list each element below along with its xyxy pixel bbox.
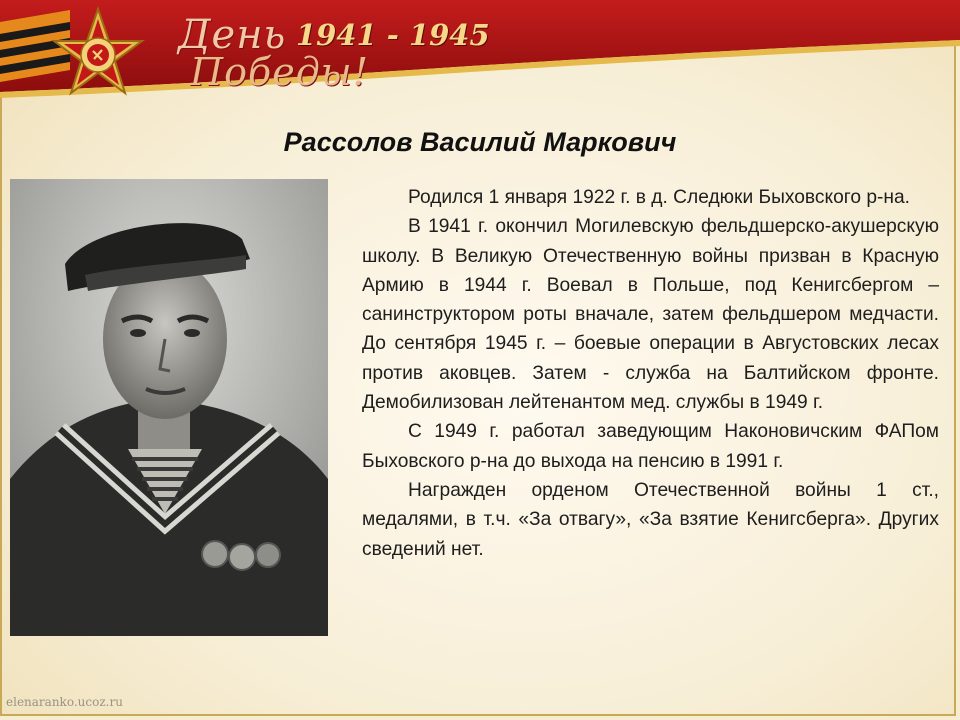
bio-paragraph-career: С 1949 г. работал заведующим Наконовичским ФАПом Быховского р-на до выхода на пенсию в 1991 г. <box>362 421 939 472</box>
victory-day-banner <box>0 0 960 100</box>
biography-text <box>362 183 939 564</box>
person-name: Рассолов Василий Маркович <box>283 127 677 157</box>
bio-paragraph-service: В 1941 г. окончил Могилевскую фельдшерско-акушерскую школу. В Великую Отечественную войны призван в Красную Армию в 1944 г. Воевал в Польше, под Кенигсбергом – санинструктором роты вначале, затем фельдшером медчасти. До сентября 1945 г. – боевые операции в Августовских лесах против аковцев. Затем - служба на Балтийском фронте. Демобилизован лейтенантом мед. службы в 1949 г. <box>362 216 939 414</box>
source-watermark: elenaranko.ucoz.ru <box>6 695 123 709</box>
banner-title-den: День <box>178 12 287 58</box>
bio-paragraph-awards: Награжден орденом Отечественной войны 1 ст., медалями, в т.ч. «За отвагу», «За взятие Кенигсберга». Других сведений нет. <box>362 479 939 560</box>
banner-years: 1941 - 1945 <box>296 18 490 52</box>
banner-title-pobedy: Победы! <box>190 50 370 94</box>
portrait-photo <box>10 179 328 636</box>
bio-paragraph-birth: Родился 1 января 1922 г. в д. Следюки Быховского р-на. <box>408 187 911 208</box>
